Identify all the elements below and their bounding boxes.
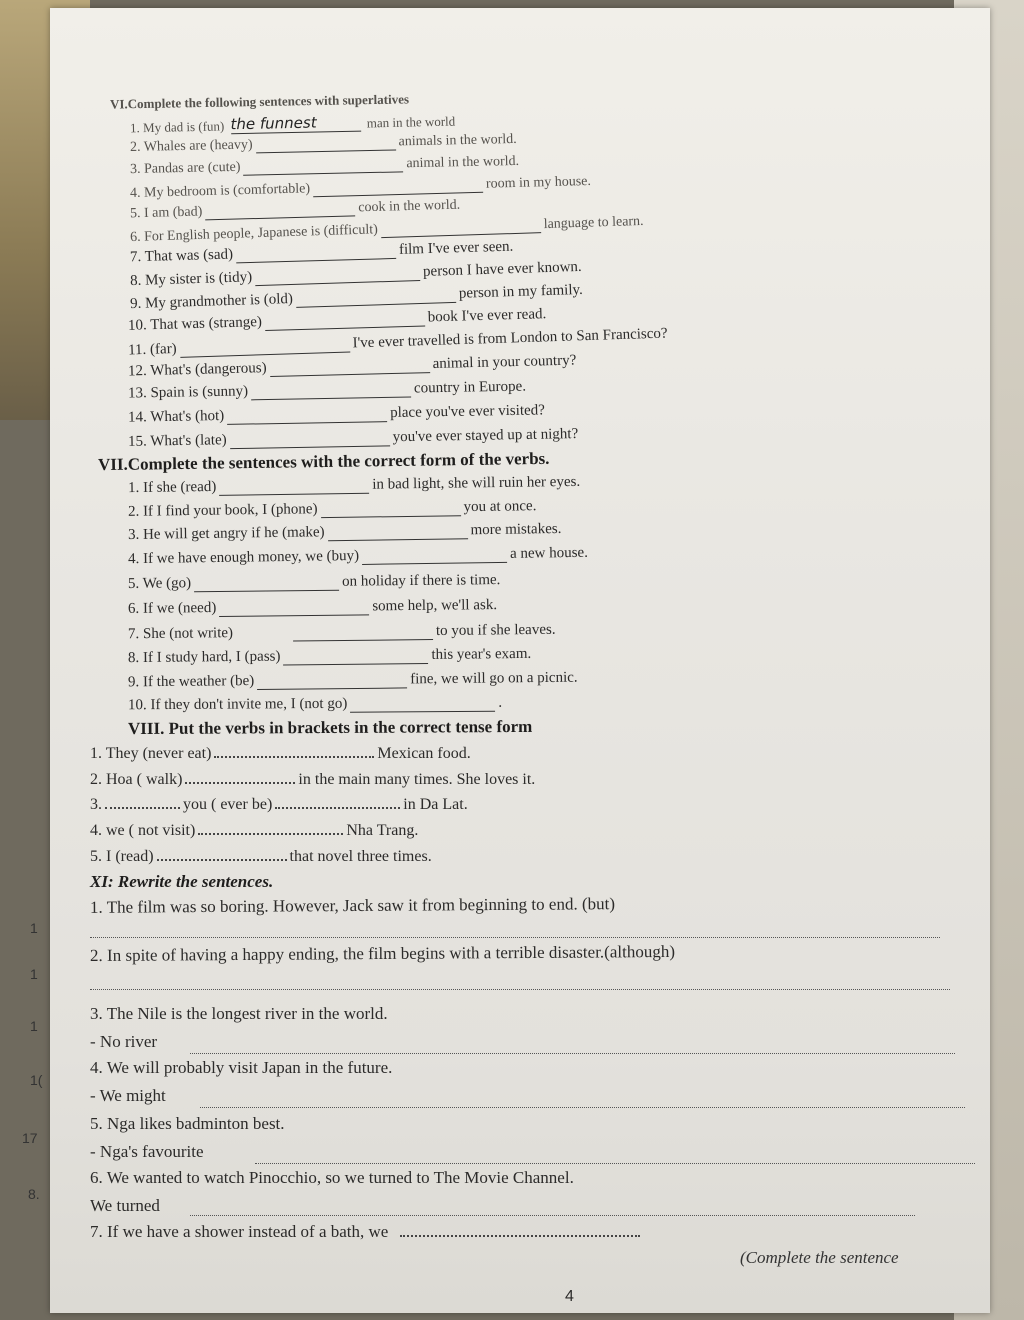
s6-8-blank[interactable]	[255, 280, 420, 286]
s8-2-pre: 2. Hoa ( walk)	[90, 771, 183, 788]
s6-2-post: animals in the world.	[398, 131, 517, 150]
s6-4-pre: 4. My bedroom is (comfortable)	[129, 181, 311, 202]
s6-8-pre: 8. My sister is (tidy)	[129, 269, 253, 290]
s7-10-pre: 10. If they don't invite me, I (not go)	[127, 695, 348, 714]
s11-q7-text: 7. If we have a shower instead of a bath, we	[90, 1222, 389, 1241]
s8-item-1	[90, 745, 471, 763]
s6-15-post: you've ever stayed up at night?	[392, 426, 579, 446]
s6-item-15	[128, 426, 578, 451]
s8-3-blank-a[interactable]	[105, 803, 180, 809]
s6-item-5	[130, 198, 460, 223]
s6-3-post: animal in the world.	[406, 153, 520, 172]
s11-q1: 1. The film was so boring. However, Jack saw it from beginning to end. (but)	[89, 894, 616, 917]
margin-mark-6: 8.	[28, 1186, 40, 1202]
s7-6-post: some help, we'll ask.	[372, 597, 498, 615]
s11-a3	[90, 1032, 157, 1052]
s6-5-blank[interactable]	[206, 215, 356, 220]
s7-1-blank[interactable]	[219, 493, 369, 496]
s6-5-post: cook in the world.	[358, 197, 461, 216]
s8-4-post: Nha Trang.	[346, 822, 419, 839]
section-6-title: VI.Complete the following sentences with superlatives	[109, 91, 410, 112]
s6-5-pre: 5. I am (bad)	[129, 204, 203, 222]
s6-14-blank[interactable]	[227, 421, 387, 425]
margin-mark-5: 17	[22, 1130, 38, 1146]
s6-8-post: person I have ever known.	[422, 258, 582, 280]
s6-1-blank[interactable]	[230, 113, 360, 135]
s6-10-pre: 10. That was (strange)	[127, 314, 263, 334]
s6-6-blank[interactable]	[381, 232, 541, 238]
s8-4-pre: 4. we ( not visit)	[90, 822, 196, 839]
s11-q3: 3. The Nile is the longest river in the world.	[90, 1004, 388, 1023]
s7-item-6	[128, 597, 497, 618]
s6-item-14	[128, 402, 545, 426]
s7-5-pre: 5. We (go)	[127, 575, 192, 592]
s7-7-post: to you if she leaves.	[435, 621, 556, 640]
s7-item-7	[128, 622, 556, 643]
s6-3-pre: 3. Pandas are (cute)	[129, 159, 241, 178]
worksheet-page	[50, 8, 990, 1313]
s11-a4-lead: - We might	[90, 1086, 166, 1105]
s7-8-pre: 8. If I study hard, I (pass)	[127, 648, 281, 667]
s6-15-pre: 15. What's (late)	[127, 432, 227, 450]
s6-9-pre: 9. My grandmother is (old)	[129, 291, 294, 313]
s6-6-post: language to learn.	[543, 213, 644, 233]
s8-item-2	[90, 771, 535, 789]
s11-a6-lead: We turned	[90, 1196, 160, 1215]
margin-mark-1: 1	[30, 920, 38, 936]
s6-15-blank[interactable]	[230, 445, 390, 449]
page-number: 4	[565, 1288, 574, 1305]
s7-8-blank[interactable]	[284, 663, 429, 666]
s8-2-post: in the main many times. She loves it.	[298, 771, 536, 788]
s8-1-pre: 1. They (never eat)	[90, 745, 212, 762]
s6-item-13	[128, 379, 526, 403]
s6-12-post: animal in your country?	[432, 352, 577, 373]
s7-6-blank[interactable]	[219, 614, 369, 617]
s11-answer-line-5[interactable]	[255, 1162, 975, 1164]
margin-mark-3: 1	[30, 1018, 38, 1034]
s6-7-blank[interactable]	[236, 258, 396, 263]
s11-q4: 4. We will probably visit Japan in the future.	[90, 1058, 393, 1077]
s7-4-blank[interactable]	[362, 562, 507, 565]
margin-mark-2: 1	[30, 966, 38, 982]
s7-4-post: a new house.	[509, 544, 589, 562]
section-7-title: VII.Complete the sentences with the correct form of the verbs.	[97, 448, 550, 475]
s7-3-pre: 3. He will get angry if he (make)	[127, 524, 325, 544]
s7-3-post: more mistakes.	[470, 520, 562, 539]
s6-13-post: country in Europe.	[413, 378, 527, 397]
s11-a5-lead: - Nga's favourite	[90, 1142, 204, 1161]
s8-3-post: in Da Lat.	[403, 796, 468, 813]
s11-a3-lead: - No river	[90, 1032, 158, 1051]
s7-item-4	[128, 545, 588, 568]
s7-2-post: you at once.	[463, 498, 537, 516]
s6-4-post: room in my house.	[485, 173, 592, 192]
s6-10-post: book I've ever read.	[427, 306, 547, 326]
s6-11-pre: 11. (far)	[127, 340, 177, 359]
s6-2-pre: 2. Whales are (heavy)	[129, 137, 253, 156]
s7-10-post: .	[498, 694, 503, 711]
s7-1-post: in bad light, she will ruin her eyes.	[372, 473, 581, 493]
s7-2-blank[interactable]	[321, 515, 461, 518]
s6-9-post: person in my family.	[458, 281, 584, 302]
s8-1-post: Mexican food.	[377, 745, 471, 762]
s7-item-8	[128, 646, 531, 667]
s7-item-2	[128, 498, 537, 521]
s8-item-4	[90, 822, 418, 840]
s7-9-pre: 9. If the weather (be)	[127, 673, 255, 691]
s11-answer-line-4[interactable]	[200, 1106, 965, 1108]
s11-answer-line-6[interactable]	[190, 1214, 915, 1216]
s6-13-pre: 13. Spain is (sunny)	[127, 383, 249, 402]
s7-2-pre: 2. If I find your book, I (phone)	[127, 501, 318, 520]
s8-5-blank[interactable]	[157, 855, 287, 861]
s6-6-pre: 6. For English people, Japanese is (difficult)	[129, 222, 379, 246]
section-8-title: VIII. Put the verbs in brackets in the correct tense form	[127, 716, 533, 739]
s6-11-blank[interactable]	[180, 352, 350, 358]
s6-11-post: I've ever travelled is from London to San Francisco?	[352, 325, 668, 352]
s8-item-3	[90, 796, 468, 814]
s11-a5	[90, 1142, 204, 1162]
s6-13-blank[interactable]	[251, 397, 411, 401]
s7-8-post: this year's exam.	[431, 645, 532, 663]
s8-3-blank-b[interactable]	[275, 803, 400, 809]
s8-4-blank[interactable]	[198, 829, 343, 835]
s8-3-mid: you ( ever be)	[183, 796, 273, 813]
s6-item-1	[130, 111, 456, 137]
s7-item-5	[128, 572, 501, 593]
s11-answer-line-7[interactable]	[400, 1231, 640, 1237]
s7-3-blank[interactable]	[328, 538, 468, 541]
s11-answer-line-3[interactable]	[190, 1052, 955, 1054]
s11-q5: 5. Nga likes badminton best.	[90, 1114, 285, 1133]
s11-a6	[90, 1196, 160, 1216]
s7-6-pre: 6. If we (need)	[127, 600, 217, 617]
s6-10-blank[interactable]	[265, 326, 425, 331]
s6-item-4	[130, 174, 591, 202]
s7-9-post: fine, we will go on a picnic.	[410, 669, 578, 688]
s6-1-pre: 1. My dad is (fun)	[129, 118, 225, 136]
s6-1-answer: the funnest	[230, 113, 317, 134]
s8-1-blank[interactable]	[214, 752, 374, 758]
s7-5-post: on holiday if there is time.	[342, 572, 501, 590]
footer-note: (Complete the sentence	[740, 1248, 899, 1267]
s6-item-3	[130, 154, 519, 178]
s11-a4	[90, 1086, 166, 1106]
s8-5-post: that novel three times.	[289, 848, 432, 865]
s6-7-pre: 7. That was (sad)	[129, 246, 234, 266]
s7-item-9	[128, 670, 578, 692]
s11-q7	[90, 1222, 643, 1242]
margin-mark-4: 1(	[30, 1072, 43, 1088]
s7-7-pre: 7. She (not write)	[127, 625, 234, 643]
s7-4-pre: 4. If we have enough money, we (buy)	[127, 547, 360, 568]
s7-10-blank[interactable]	[350, 711, 495, 713]
section-11-title: XI: Rewrite the sentences.	[90, 872, 274, 891]
s7-item-10	[128, 695, 502, 715]
s6-12-pre: 12. What's (dangerous)	[127, 360, 267, 380]
s8-5-pre: 5. I (read)	[90, 848, 154, 865]
s7-1-pre: 1. If she (read)	[127, 478, 217, 497]
s7-item-3	[128, 521, 562, 544]
s11-answer-line-2[interactable]	[90, 988, 950, 990]
s8-item-5	[90, 848, 432, 866]
s6-1-post: man in the world	[366, 113, 456, 131]
s8-2-blank[interactable]	[185, 778, 295, 784]
s6-9-blank[interactable]	[296, 302, 456, 308]
s11-answer-line-1[interactable]	[90, 936, 940, 938]
s11-q6: 6. We wanted to watch Pinocchio, so we turned to The Movie Channel.	[90, 1168, 574, 1187]
s7-9-blank[interactable]	[257, 687, 407, 690]
s6-4-blank[interactable]	[313, 192, 483, 197]
s6-12-blank[interactable]	[270, 372, 430, 377]
s7-5-blank[interactable]	[194, 590, 339, 593]
s6-2-blank[interactable]	[256, 149, 396, 153]
s6-7-post: film I've ever seen.	[398, 238, 514, 258]
s7-7-blank[interactable]	[293, 639, 433, 641]
s7-item-1	[128, 474, 580, 497]
s6-item-2	[130, 132, 517, 156]
s11-q2: 2. In spite of having a happy ending, the film begins with a terrible disaster.(although)	[89, 941, 676, 966]
s8-3-pre: 3.	[90, 796, 102, 813]
s6-3-blank[interactable]	[244, 171, 404, 175]
s6-14-post: place you've ever visited?	[390, 402, 545, 422]
s6-14-pre: 14. What's (hot)	[127, 407, 225, 426]
